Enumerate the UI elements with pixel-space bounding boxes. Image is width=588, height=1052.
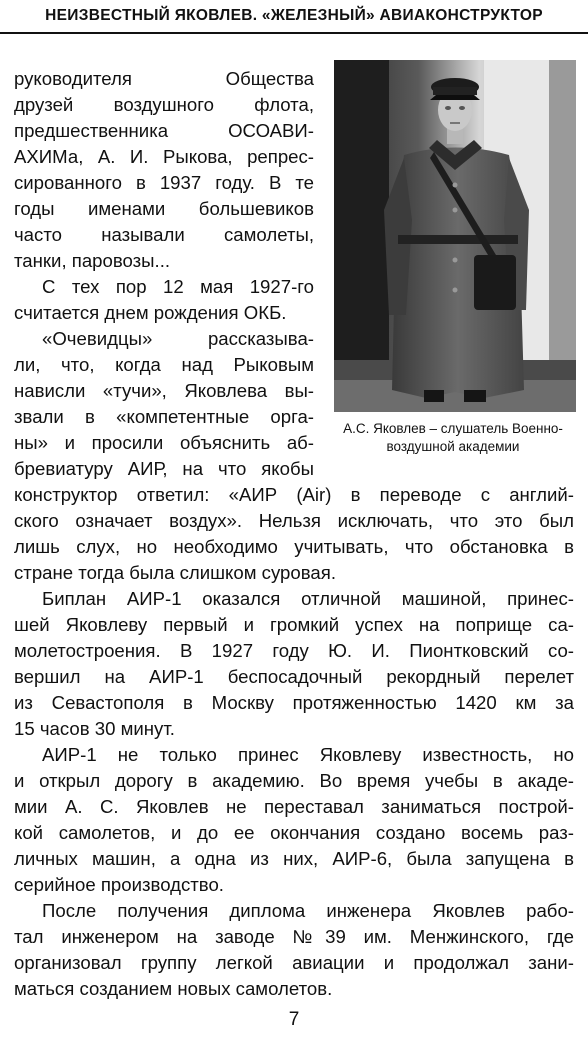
text-line: С тех пор 12 мая 1927-го [42,276,314,297]
portrait-photo-illustration [334,60,576,412]
text-line: конструктор ответил: «АИР (Air) в переводе с англий- [14,484,574,505]
text-line: часто называли самолеты, [14,224,314,245]
text-line: серийное производство. [14,874,224,895]
text-line: После получения диплома инженера Яковлев рабо- [42,900,574,921]
text-line: Биплан АИР-1 оказался отличной машиной, принес- [42,588,574,609]
text-line: кой самолетов, и до ее окончания создано восемь раз- [14,822,574,843]
running-header: НЕИЗВЕСТНЫЙ ЯКОВЛЕВ. «ЖЕЛЕЗНЫЙ» АВИАКОНСТРУКТОР [0,0,588,34]
page-number: 7 [288,1009,300,1030]
text-line: предшественника ОСОАВИ- [14,120,314,141]
text-line: ны» и просили объяснить аб- [14,432,314,453]
text-line: из Севастополя в Москву протяженностью 1420 км за [14,692,574,713]
text-line: бревиатуру АИР, на что якобы [14,458,314,479]
text-line: вершил на АИР-1 беспосадочный рекордный перелет [14,666,574,687]
text-line: звали в «компетентные орга- [14,406,314,427]
text-line: нависли «тучи», Яковлева вы- [14,380,314,401]
text-line: тал инженером на заводе №39 им. Менжинского, где [14,926,574,947]
text-line: ского означает воздух». Нельзя исключать, что это был [14,510,574,531]
text-line: шей Яковлеву первый и громкий успех на поприще са- [14,614,574,635]
text-line: руководителя Общества [14,68,314,89]
photo-caption-line2: воздушной академии [386,439,520,454]
text-line: мии А. С. Яковлев не переставал заниматься построй- [14,796,574,817]
text-line: АИР-1 не только принес Яковлеву известность, но [42,744,574,765]
text-line: «Очевидцы» рассказыва- [42,328,314,349]
text-line: считается днем рождения ОКБ. [14,302,287,323]
text-line: и открыл дорогу в академию. Во время учебы в акаде- [14,770,574,791]
text-line: танки, паровозы... [14,250,171,271]
text-line: организовал группу легкой авиации и продолжал зани- [14,952,574,973]
text-line: друзей воздушного флота, [14,94,314,115]
text-line: молетостроения. В 1927 году Ю. И. Пионтковский со- [14,640,574,661]
text-line: личных машин, а одна из них, АИР-6, была запущена в [14,848,574,869]
text-line: сированного в 1937 году. В те [14,172,314,193]
text-line: маться созданием новых самолетов. [14,978,333,999]
text-line: ли, что, когда над Рыковым [14,354,314,375]
text-line: лишь слух, но необходимо учитывать, что обстановка в [14,536,574,557]
text-line: АХИМа, А. И. Рыкова, репрес- [14,146,314,167]
photo-caption-line1: А.С. Яковлев – слушатель Военно- [343,421,563,436]
portrait-photo [334,60,576,412]
text-line: стране тогда была слишком суровая. [14,562,336,583]
text-line: 15 часов 30 минут. [14,718,175,739]
text-line: годы именами большевиков [14,198,314,219]
